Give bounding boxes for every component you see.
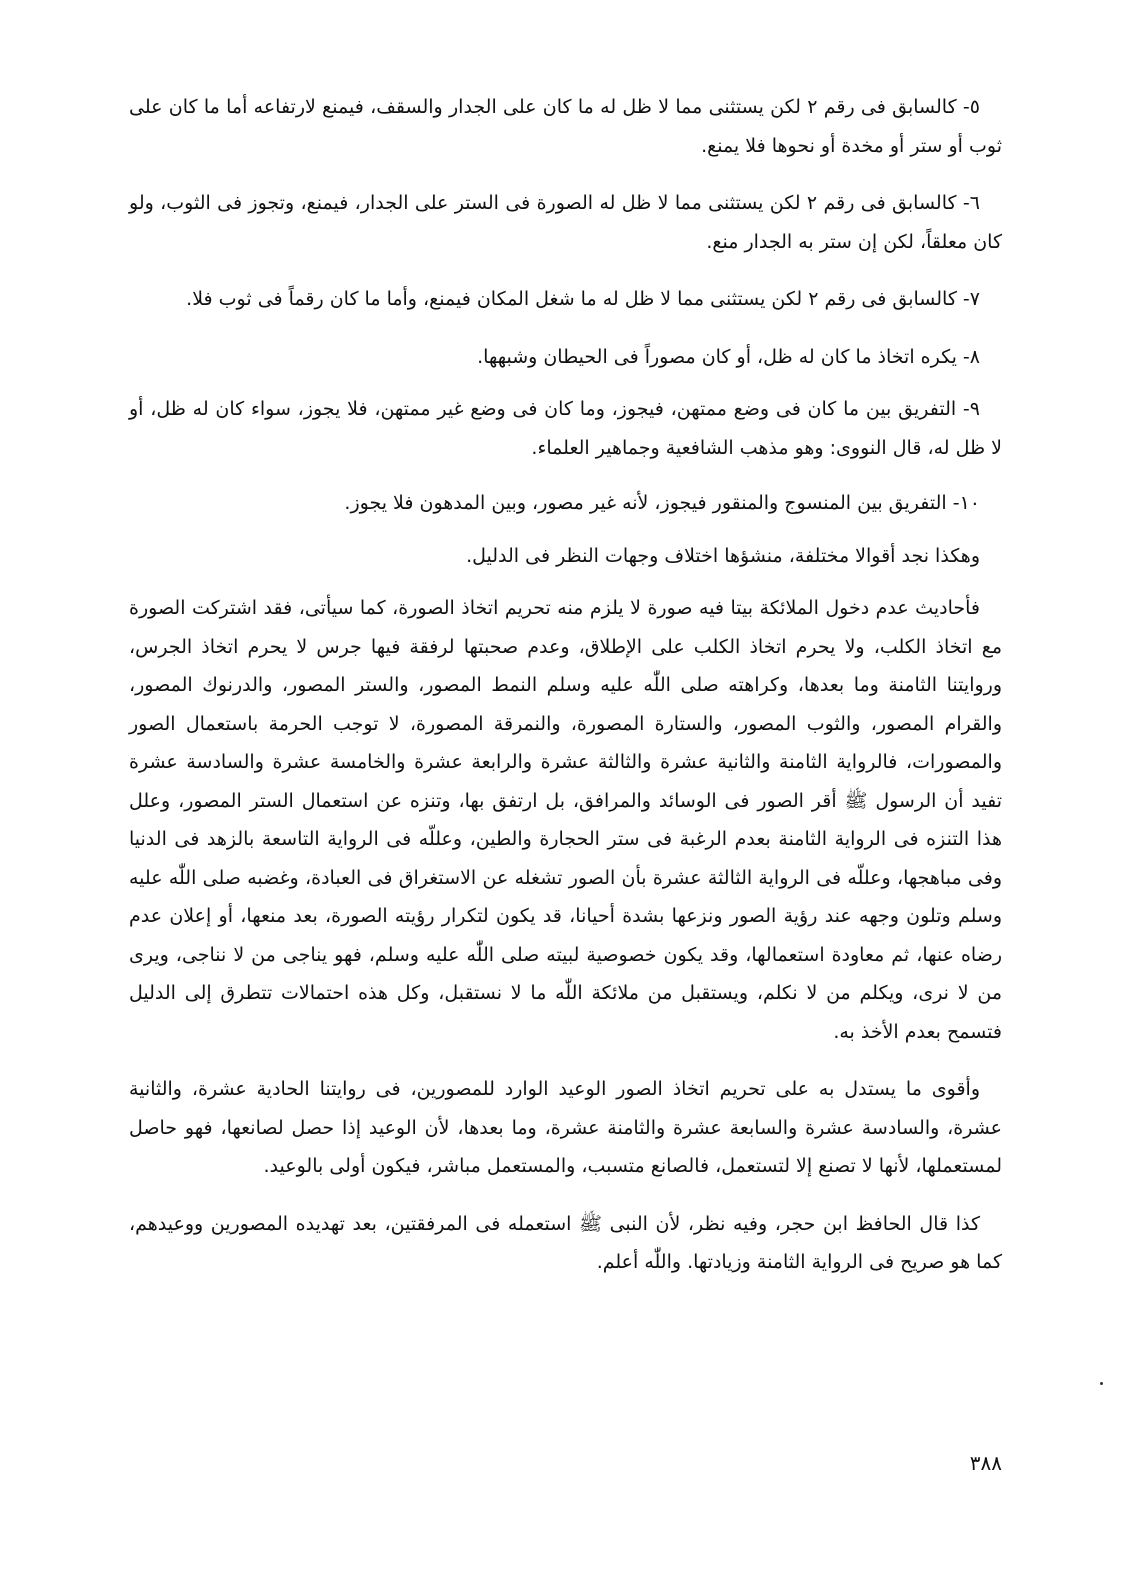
paragraph-item-5: ٥- كالسابق فى رقم ٢ لكن يستثنى مما لا ظل له ما كان على الجدار والسقف، فيمنع لارتفاعه أما ما كان على ثوب أو ستر أو مخدة أو نحوها فلا يمنع. [129,96,1002,157]
paragraph-strongest-evidence: وأقوى ما يستدل به على تحريم اتخاذ الصور الوعيد الوارد للمصورين، فى روايتنا الحادية عشرة، والثانية عشرة، والسادسة عشرة والسابعة عشرة والثامنة عشرة، وما بعدها، لأن الوعيد إذا حصل لصانعها، فهو حاصل لمستعملها، لأنها لا تصنع إلا لتستعمل، فالصانع متسبب، والمستعمل مباشر، فيكون أولى بالوعيد. [129,1078,1002,1177]
paragraph-item-10: ١٠- التفريق بين المنسوج والمنقور فيجوز، لأنه غير مصور، وبين المدهون فلا يجوز. [344,492,980,514]
paragraph-ibn-hajar: كذا قال الحافظ ابن حجر، وفيه نظر، لأن النبى ﷺ استعمله فى المرفقتين، بعد تهديده المصورين ووعيدهم، كما هو صريح فى الرواية الثامنة وزيادتها. واللّٰه أعلم. [129,1212,1002,1273]
paragraph-discussion: فأحاديث عدم دخول الملائكة بيتا فيه صورة لا يلزم منه تحريم اتخاذ الصورة، كما سيأتى، فقد اشتركت الصورة مع اتخاذ الكلب، ولا يحرم اتخاذ الكلب على الإطلاق، وعدم صحبتها لرفقة فيها جرس لا يحرم اتخاذ الجرس، وروايتنا الثامنة وما بعدها، وكراهته صلى اللّٰه عليه وسلم النمط المصور، والستر المصور، والدرنوك المصور، والقرام المصور، والثوب المصور، والستارة المصورة، والنمرقة المصورة، لا توجب الحرمة باستعمال الصور والمصورات، فالرواية الثامنة والثانية عشرة والثالثة عشرة والرابعة عشرة والخامسة عشرة والسادسة عشرة تفيد أن الرسول ﷺ أقر الصور فى الوسائد والمرافق، بل ارتفق بها، وتنزه عن استعمال الستر المصور، وعلل هذا التنزه فى الرواية الثامنة بعدم الرغبة فى ستر الحجارة والطين، وعللّه فى الرواية التاسعة بالزهد فى الدنيا وفى مباهجها، وعللّه فى الرواية الثالثة عشرة بأن الصور تشغله عن الاستغراق فى العبادة، وغضبه صلى اللّٰه عليه وسلم وتلون وجهه عند رؤية الصور ونزعها بشدة أحيانا، قد يكون لتكرار رؤيته الصورة، بعد منعها، أو إعلان عدم رضاه عنها، ثم معاودة استعمالها، وقد يكون خصوصية لبيته صلى اللّٰه عليه وسلم، فهو يناجى من لا نناجى، ويرى من لا نرى، ويكلم من لا نكلم، ويستقبل من ملائكة اللّٰه ما لا نستقبل، وكل هذه احتمالات تتطرق إلى الدليل فتسمح بعدم الأخذ به. [129,597,1002,1043]
page-number: ٣٨٨ [969,1451,1002,1475]
paragraph-conclusion: وهكذا نجد أقوالا مختلفة، منشؤها اختلاف وجهات النظر فى الدليل. [466,544,980,567]
paragraph-item-7: ٧- كالسابق فى رقم ٢ لكن يستثنى مما لا ظل له ما شغل المكان فيمنع، وأما ما كان رقماً فى ثوب فلا. [186,288,980,310]
paragraph-item-6: ٦- كالسابق فى رقم ٢ لكن يستثنى مما لا ظل له الصورة فى الستر على الجدار، فيمنع، وتجوز فى الثوب، ولو كان معلقاً، لكن إن ستر به الجدار منع. [129,192,1002,253]
scan-speck [1100,1382,1103,1385]
paragraph-item-8: ٨- يكره اتخاذ ما كان له ظل، أو كان مصوراً فى الحيطان وشبهها. [477,345,980,368]
document-page [129,88,1002,1528]
paragraph-item-9: ٩- التفريق بين ما كان فى وضع ممتهن، فيجوز، وما كان فى وضع غير ممتهن، فلا يجوز، سواء كان له ظل، أو لا ظل له، قال النووى: وهو مذهب الشافعية وجماهير العلماء. [129,398,1002,459]
